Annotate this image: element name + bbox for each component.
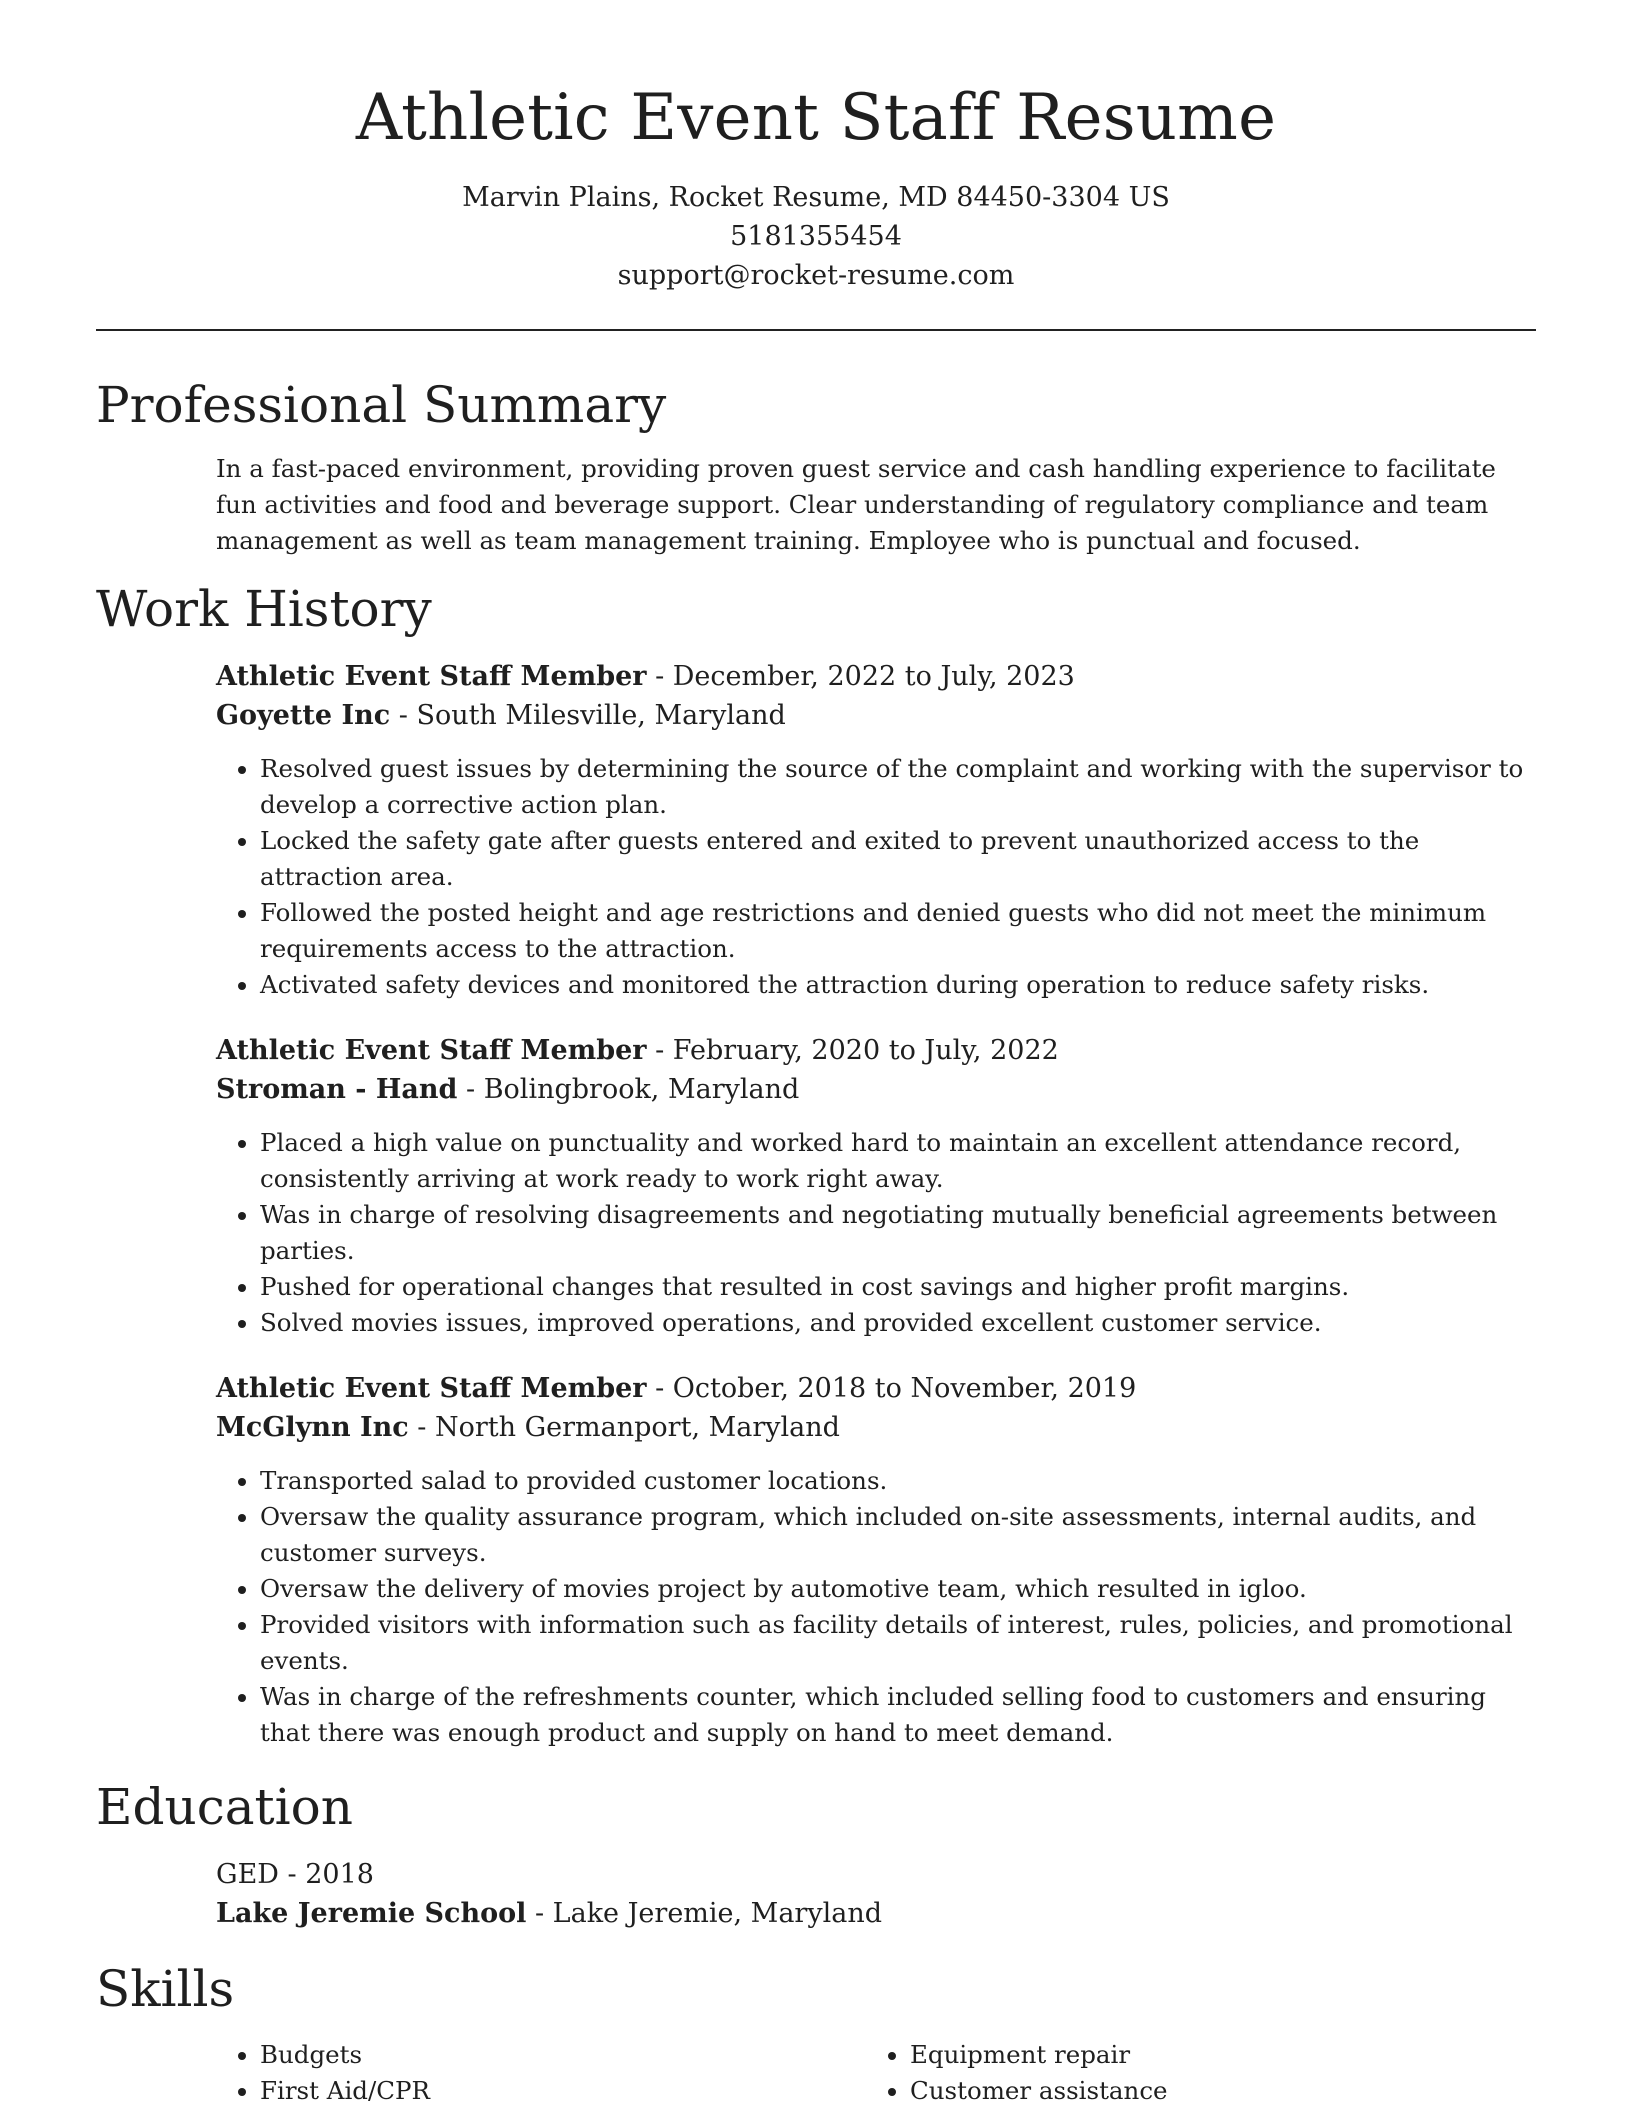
contact-email: support@rocket-resume.com	[617, 259, 1015, 291]
summary-text: In a fast-paced environment, providing proven guest service and cash handling experience to facilitate fun activities and food and beverage support. Clear understanding of regulatory compliance and team management as well as team management training. Employee who is punctual and focused.	[216, 453, 1496, 555]
job-bullet: • Activated safety devices and monitored the attraction during operation to reduce safety risks.	[260, 967, 1536, 1003]
job-bullet: • Transported salad to provided customer locations.	[260, 1463, 1536, 1499]
job-bullet: • Provided visitors with information such as facility details of interest, rules, policies, and promotional events.	[260, 1607, 1536, 1679]
job-dates: - February, 2020 to July, 2022	[646, 1034, 1059, 1066]
resume-title: Athletic Event Staff Resume	[355, 81, 1277, 155]
job-company-line	[216, 1408, 1536, 1447]
education-entry	[216, 1855, 1536, 1933]
job-role-line	[216, 1369, 1536, 1408]
job-company-line	[216, 696, 1536, 735]
education-school-line	[216, 1894, 1536, 1933]
education-degree-line	[216, 1855, 1536, 1894]
job-location: - Bolingbrook, Maryland	[457, 1073, 800, 1105]
summary-heading: Professional Summary	[96, 375, 667, 434]
job-bullet: • Solved movies issues, improved operations, and provided excellent customer service.	[260, 1305, 1536, 1341]
skill-item: • Budgets	[260, 2037, 866, 2073]
job-entry	[216, 1369, 1536, 1751]
job-role-line	[216, 657, 1536, 696]
job-company-line	[216, 1070, 1536, 1109]
skills-column-left	[216, 2037, 866, 2109]
job-bullets	[216, 1125, 1536, 1341]
job-bullets	[216, 751, 1536, 1003]
skills-column-right	[866, 2037, 1516, 2109]
work-history-heading: Work History	[96, 579, 432, 638]
job-bullet: • Oversaw the delivery of movies project by automotive team, which resulted in igloo.	[260, 1571, 1536, 1607]
job-dates: - December, 2022 to July, 2023	[646, 660, 1075, 692]
job-company: Stroman - Hand	[216, 1073, 458, 1105]
job-entry	[216, 1031, 1536, 1341]
education-degree: GED	[216, 1858, 279, 1890]
skills-grid	[216, 2037, 1536, 2109]
job-bullet: • Oversaw the quality assurance program, which included on-site assessments, internal audits, and customer surveys.	[260, 1499, 1536, 1571]
job-entry	[216, 657, 1536, 1003]
job-location: - North Germanport, Maryland	[408, 1411, 840, 1443]
job-bullet: • Locked the safety gate after guests entered and exited to prevent unauthorized access to the attraction area.	[260, 823, 1536, 895]
education-school: Lake Jeremie School	[216, 1897, 527, 1929]
contact-phone: 5181355454	[730, 220, 902, 252]
skills-heading: Skills	[96, 1959, 235, 2018]
job-role-line	[216, 1031, 1536, 1070]
job-role: Athletic Event Staff Member	[216, 1034, 647, 1066]
education-heading: Education	[96, 1777, 353, 1836]
contact-address: Marvin Plains, Rocket Resume, MD 84450-3304 US	[462, 181, 1170, 213]
education-year: - 2018	[278, 1858, 374, 1890]
skill-item: • First Aid/CPR	[260, 2073, 866, 2109]
job-company: McGlynn Inc	[216, 1411, 409, 1443]
skill-item: • Equipment repair	[910, 2037, 1516, 2073]
resume-page	[96, 0, 1536, 2112]
job-dates: - October, 2018 to November, 2019	[646, 1372, 1137, 1404]
education-location: - Lake Jeremie, Maryland	[526, 1897, 882, 1929]
job-bullet: • Followed the posted height and age restrictions and denied guests who did not meet the minimum requirements access to the attraction.	[260, 895, 1536, 967]
contact-block	[96, 178, 1536, 295]
skill-item: • Customer assistance	[910, 2073, 1516, 2109]
job-role: Athletic Event Staff Member	[216, 660, 647, 692]
job-role: Athletic Event Staff Member	[216, 1372, 647, 1404]
job-bullet: • Pushed for operational changes that resulted in cost savings and higher profit margins.	[260, 1269, 1536, 1305]
job-bullet: • Resolved guest issues by determining the source of the complaint and working with the supervisor to develop a corrective action plan.	[260, 751, 1536, 823]
job-bullet: • Was in charge of resolving disagreements and negotiating mutually beneficial agreements between parties.	[260, 1197, 1536, 1269]
job-company: Goyette Inc	[216, 699, 391, 731]
job-location: - South Milesville, Maryland	[390, 699, 786, 731]
header-divider	[96, 329, 1536, 331]
job-bullets	[216, 1463, 1536, 1751]
job-bullet: • Was in charge of the refreshments counter, which included selling food to customers and ensuring that there was enough product and supply on hand to meet demand.	[260, 1679, 1536, 1751]
resume-header	[96, 0, 1536, 295]
job-bullet: • Placed a high value on punctuality and worked hard to maintain an excellent attendance record, consistently arriving at work ready to work right away.	[260, 1125, 1536, 1197]
